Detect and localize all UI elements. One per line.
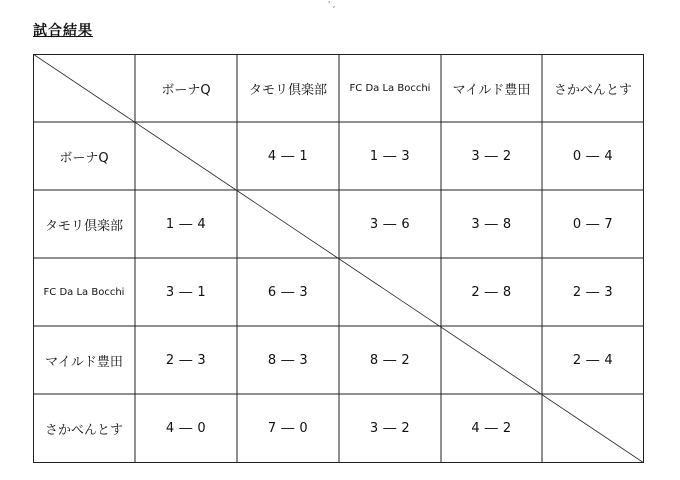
column-header-team: さかべんとす	[553, 82, 632, 98]
page-title: 試合結果	[33, 23, 93, 39]
score-cell: 2 ― 3	[572, 284, 614, 300]
column-header-team: マイルド豊田	[452, 82, 531, 98]
score-cell: 2 ― 4	[572, 352, 614, 368]
column-header-team: FC Da La Bocchi	[349, 82, 431, 94]
row-header-team: ボーナQ	[59, 150, 109, 166]
column-header-team: タモリ倶楽部	[248, 82, 327, 98]
score-cell: 7 ― 0	[267, 421, 309, 436]
score-cell: 1 ― 3	[369, 148, 411, 164]
score-cell: 3 ― 1	[165, 284, 207, 300]
row-header-team: マイルド豊田	[45, 354, 123, 370]
results-table	[33, 54, 644, 463]
score-cell: 6 ― 3	[267, 284, 309, 300]
row-header-team: タモリ倶楽部	[44, 218, 123, 234]
row-header-team: FC Da La Bocchi	[43, 286, 125, 298]
score-cell: 8 ― 3	[267, 352, 309, 368]
column-header-team: ボーナQ	[161, 82, 211, 98]
score-cell: 8 ― 2	[369, 352, 411, 368]
score-cell: 1 ― 4	[165, 216, 207, 232]
score-cell: 0 ― 7	[572, 216, 614, 232]
score-cell: 2 ― 3	[165, 352, 207, 368]
score-cell: 4 ― 0	[165, 421, 207, 436]
score-cell: 3 ― 6	[369, 216, 411, 232]
score-cell: 4 ― 2	[471, 421, 512, 436]
score-cell: 0 ― 4	[572, 148, 614, 164]
row-header-team: さかべんとす	[44, 423, 123, 438]
score-cell: 4 ― 1	[267, 148, 309, 164]
document-mark: ' ,	[328, 0, 336, 9]
score-cell: 3 ― 2	[369, 421, 411, 436]
score-cell: 2 ― 8	[471, 284, 512, 300]
score-cell: 3 ― 2	[471, 148, 512, 164]
score-cell: 3 ― 8	[471, 216, 512, 232]
